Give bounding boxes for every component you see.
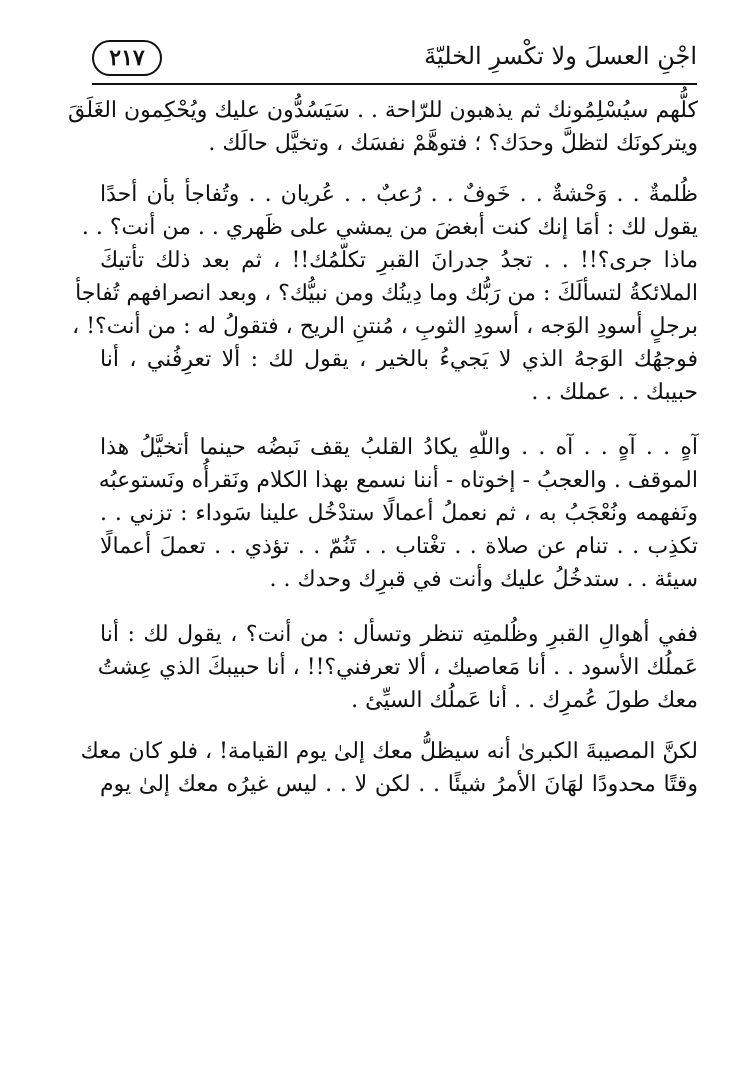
text-line: ويتركونَك لتظلَّ وحدَك؟ ؛ فتوهَّمْ نفسَك ، وتخيَّل حالَك . — [208, 131, 698, 156]
paragraph — [67, 94, 698, 160]
paragraph — [100, 431, 698, 596]
text-line: حبيبك . . عملك . . — [531, 380, 698, 405]
text-line: كلُّهم سيُسْلِمُونك ثم يذهبون للرّاحة . . سَيَسُدُّون عليك ويُحْكِمون الغَلَقَ — [67, 98, 698, 123]
paragraph — [72, 178, 698, 409]
header-divider — [92, 83, 697, 85]
text-line: ونَفهمه ونُعْجَبُ به ، ثم نعملُ أعمالًا ستدْخُل علينا سَوداء : تزني . . — [100, 501, 698, 526]
text-line: تكذِب . . تنام عن صلاة . . تغْتاب . . تَنُمّ . . تؤذي . . تعملَ أعمالًا — [100, 534, 698, 559]
text-line: فوجهُك الوَجهُ الذي لا يَجيءُ بالخير ، يقول لك : ألا تعرِفُني ، أنا — [100, 347, 698, 372]
paragraph — [97, 618, 698, 717]
paragraph — [80, 735, 698, 801]
text-line: الموقف . والعجبُ - إخوتاه - أننا نسمع بهذا الكلام ونَقرأُه ونَستوعبُه — [98, 468, 698, 493]
running-title: اجْنِ العسلَ ولا تكْسرِ الخليّةَ — [424, 42, 697, 70]
text-line: ظُلمةٌ . . وَحْشةٌ . . خَوفٌ . . رُعبٌ . . عُريان . . وتُفاجأ بأن أحدًا — [100, 182, 698, 207]
text-line: يقول لك : أمَا إنك كنت أبغضَ من يمشي على ظَهري . . من أنت؟ . . — [81, 215, 698, 240]
page-number-badge: ٢١٧ — [92, 40, 162, 76]
page-header — [92, 38, 697, 82]
text-line: ماذا جرى؟!! . . تجدُ جدرانَ القبرِ تكلّمُك!! ، ثم بعد ذلك تأتيكَ — [100, 248, 698, 273]
text-line: سيئة . . ستدخُلُ عليك وأنت في قبرِك وحدك . . — [269, 567, 698, 592]
body-text — [67, 94, 698, 819]
text-line: وقتًا محدودًا لهَانَ الأمرُ شيئًا . . لكن لا . . ليس غيرُه معك إلىٰ يوم — [100, 772, 698, 797]
text-line: معك طولَ عُمرِك . . أنا عَملُك السيِّئ . — [351, 688, 698, 713]
text-line: لكنَّ المصيبةَ الكبرىٰ أنه سيظلُّ معك إلىٰ يوم القيامة! ، فلو كان معك — [80, 739, 698, 764]
text-line: ففي أهوالِ القبرِ وظُلمتِه تنظر وتسأل : من أنت؟ ، يقول لك : أنا — [100, 622, 698, 647]
text-line: آهٍ . . آهٍ . . آه . . واللّهِ يكادُ القلبُ يقف نَبضُه حينما أتخيَّلُ هذا — [100, 435, 698, 460]
text-line: الملائكةُ لتسألَكَ : من رَبُّك وما دِينُك ومن نبيُّك؟ ، وبعد انصرافهم تُفاجأ — [75, 281, 698, 306]
text-line: عَملُك الأسود . . أنا مَعاصيك ، ألا تعرفني؟!! ، أنا حبيبكَ الذي عِشتُ — [97, 655, 698, 680]
text-line: برجلٍ أسودِ الوَجه ، أسودِ الثوبِ ، مُنتنِ الريح ، فتقولُ له : من أنت؟! ، — [72, 314, 698, 339]
